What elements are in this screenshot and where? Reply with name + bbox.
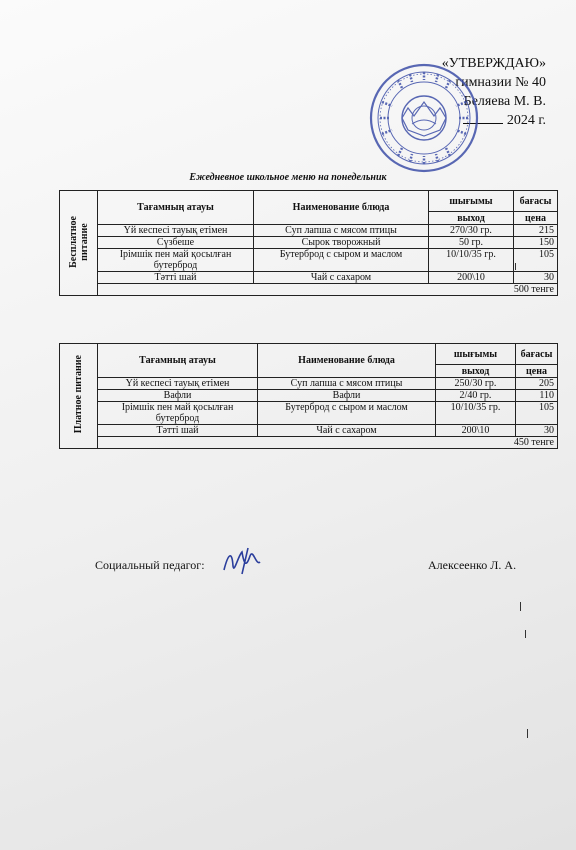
pen-mark <box>520 602 521 611</box>
dish-output: 10/10/35 гр. <box>429 249 514 272</box>
dish-name-kz: Сүзбеше <box>98 237 254 249</box>
free-menu-table <box>59 190 557 296</box>
table-row <box>60 237 558 249</box>
table-row <box>60 225 558 237</box>
menu-total: 500 тенге <box>98 284 558 296</box>
table-row <box>60 249 558 272</box>
dish-name-ru: Бутерброд с сыром и маслом <box>254 249 429 272</box>
signature-name: Алексеенко Л. А. <box>428 558 517 572</box>
column-header-output-ru: выход <box>429 212 514 225</box>
column-header-output-kz: шығымы <box>429 191 514 212</box>
dish-name-ru: Суп лапша с мясом птицы <box>258 378 436 390</box>
menu-total: 450 тенге <box>98 437 558 449</box>
dish-price: 110 <box>516 390 558 402</box>
table-total-row <box>60 437 558 449</box>
dish-name-ru: Чай с сахаром <box>254 272 429 284</box>
dish-name-ru: Чай с сахаром <box>258 425 436 437</box>
handwritten-signature-icon <box>220 544 266 578</box>
column-header-name-kz: Тағамның атауы <box>98 191 254 225</box>
dish-price: 205 <box>516 378 558 390</box>
dish-name-kz: Үй кеспесі тауық етімен <box>98 378 258 390</box>
official-seal-icon <box>368 62 480 174</box>
approval-heading: «УТВЕРЖДАЮ» <box>441 56 546 71</box>
dish-price: 30 <box>516 425 558 437</box>
dish-name-ru: Бутерброд с сыром и маслом <box>258 402 436 425</box>
column-header-name-kz: Тағамның атауы <box>98 344 258 378</box>
column-header-price-ru: цена <box>516 365 558 378</box>
dish-output: 10/10/35 гр. <box>436 402 516 425</box>
table-row <box>60 402 558 425</box>
dish-price: 215 <box>514 225 558 237</box>
dish-output: 270/30 гр. <box>429 225 514 237</box>
table-row <box>60 425 558 437</box>
dish-name-kz: Ірімшік пен май қосылған бутерброд <box>98 402 258 425</box>
dish-price: 105 <box>516 402 558 425</box>
pen-mark <box>515 263 516 270</box>
approval-year: 2024 г. <box>506 113 546 128</box>
paid-menu-table <box>59 343 557 449</box>
dish-output: 200\10 <box>436 425 516 437</box>
dish-name-kz: Вафли <box>98 390 258 402</box>
table-row <box>60 390 558 402</box>
table-row <box>60 272 558 284</box>
pen-mark <box>525 630 526 638</box>
column-header-output-kz: шығымы <box>436 344 516 365</box>
dish-name-ru: Вафли <box>258 390 436 402</box>
dish-output: 50 гр. <box>429 237 514 249</box>
column-header-price-kz: бағасы <box>516 344 558 365</box>
document-title: Ежедневное школьное меню на понедельник <box>189 172 387 183</box>
dish-price: 150 <box>514 237 558 249</box>
approval-school: гимназии № 40 <box>455 75 546 90</box>
dish-output: 2/40 гр. <box>436 390 516 402</box>
dish-output: 250/30 гр. <box>436 378 516 390</box>
approval-director: Беляева М. В. <box>463 94 546 109</box>
dish-price: 30 <box>514 272 558 284</box>
column-header-price-ru: цена <box>514 212 558 225</box>
dish-name-kz: Ірімшік пен май қосылған бутерброд <box>98 249 254 272</box>
column-header-output-ru: выход <box>436 365 516 378</box>
dish-price: 105 <box>514 249 558 272</box>
table-total-row <box>60 284 558 296</box>
signature-role: Социальный педагог: <box>95 558 205 572</box>
table-row <box>60 378 558 390</box>
dish-output: 200\10 <box>429 272 514 284</box>
column-header-name-ru: Наименование блюда <box>254 191 429 225</box>
pen-mark <box>527 729 528 738</box>
dish-name-ru: Суп лапша с мясом птицы <box>254 225 429 237</box>
dish-name-ru: Сырок творожный <box>254 237 429 249</box>
menu-side-label: Платное питание <box>60 344 98 449</box>
menu-side-label: Бесплатное питание <box>60 191 98 296</box>
column-header-name-ru: Наименование блюда <box>258 344 436 378</box>
dish-name-kz: Үй кеспесі тауық етімен <box>98 225 254 237</box>
dish-name-kz: Тәтті шай <box>98 272 254 284</box>
column-header-price-kz: бағасы <box>514 191 558 212</box>
dish-name-kz: Тәтті шай <box>98 425 258 437</box>
